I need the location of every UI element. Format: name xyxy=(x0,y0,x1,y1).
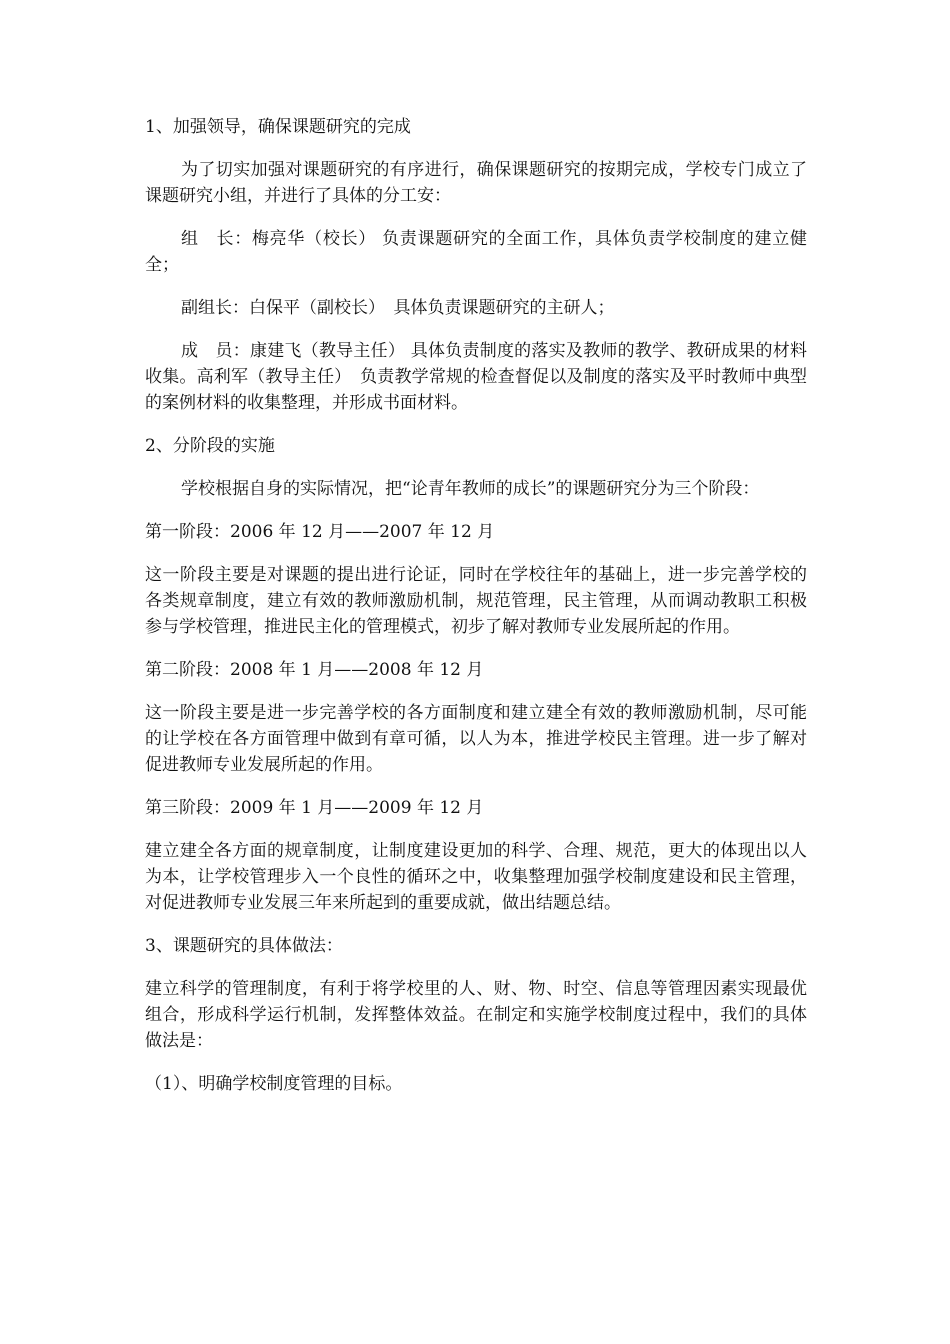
stage-3-title: 第三阶段：2009 年 1 月——2009 年 12 月 xyxy=(145,798,484,818)
section-heading-1: 1、加强领导，确保课题研究的完成 xyxy=(145,117,411,137)
section-heading-2: 2、分阶段的实施 xyxy=(145,436,275,456)
stage-1-title: 第一阶段：2006 年 12 月——2007 年 12 月 xyxy=(145,522,495,542)
document-body xyxy=(145,114,807,1114)
paragraph-methods: 建立科学的管理制度，有利于将学校里的人、财、物、时空、信息等管理因素实现最优组合，形成科学运行机制，发挥整体效益。在制定和实施学校制度过程中，我们的具体做法是： xyxy=(145,979,807,1051)
stage-2-body: 这一阶段主要是进一步完善学校的各方面制度和建立建全有效的教师激励机制，尽可能的让学校在各方面管理中做到有章可循，以人为本，推进学校民主管理。进一步了解对促进教师专业发展所起的作用。 xyxy=(145,703,807,775)
stage-1-body: 这一阶段主要是对课题的提出进行论证，同时在学校往年的基础上，进一步完善学校的各类规章制度，建立有效的教师激励机制，规范管理，民主管理，从而调动教职工积极参与学校管理，推进民主化的管理模式，初步了解对教师专业发展所起的作用。 xyxy=(145,565,807,637)
paragraph-stages-intro: 学校根据自身的实际情况，把“论青年教师的成长”的课题研究分为三个阶段： xyxy=(181,479,760,499)
paragraph-members: 成 员：康建飞（教导主任） 具体负责制度的落实及教师的教学、教研成果的材料收集。高利军（教导主任） 负责教学常规的检查督促以及制度的落实及平时教师中典型的案例材料的收集整理，并形成书面材料。 xyxy=(145,341,807,413)
stage-3-body: 建立建全各方面的规章制度，让制度建设更加的科学、合理、规范，更大的体现出以人为本，让学校管理步入一个良性的循环之中，收集整理加强学校制度建设和民主管理，对促进教师专业发展三年来所起到的重要成就，做出结题总结。 xyxy=(145,841,807,913)
section-heading-3: 3、课题研究的具体做法： xyxy=(145,936,343,956)
paragraph-leader: 组 长：梅亮华（校长） 负责课题研究的全面工作，具体负责学校制度的建立健全； xyxy=(145,229,807,275)
list-item-1: （1）、明确学校制度管理的目标。 xyxy=(145,1074,403,1094)
paragraph-intro: 为了切实加强对课题研究的有序进行，确保课题研究的按期完成，学校专门成立了课题研究小组，并进行了具体的分工安： xyxy=(145,160,807,206)
stage-2-title: 第二阶段：2008 年 1 月——2008 年 12 月 xyxy=(145,660,484,680)
paragraph-deputy: 副组长：白保平（副校长） 具体负责课题研究的主研人； xyxy=(181,298,615,318)
